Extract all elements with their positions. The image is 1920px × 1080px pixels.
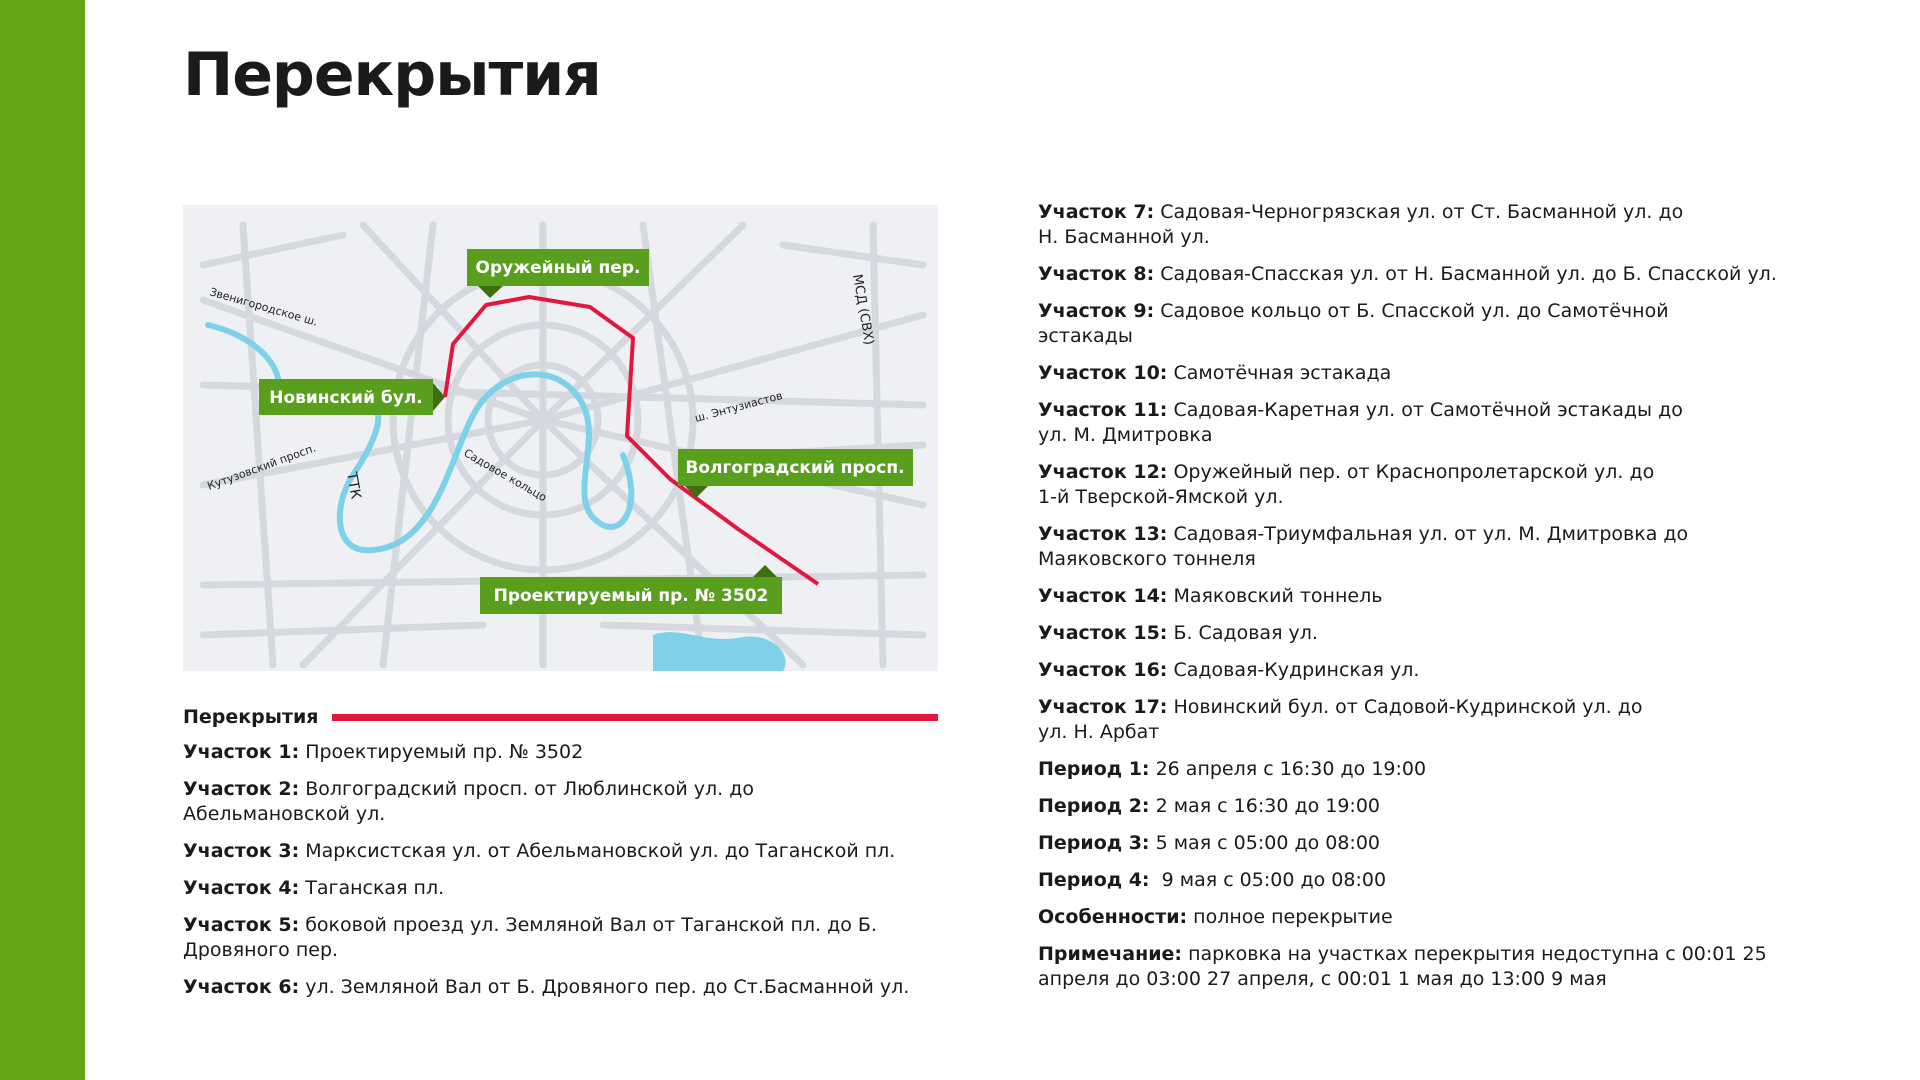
list-item <box>1038 658 1838 683</box>
item-value: 26 апреля с 16:30 до 19:00 <box>1149 758 1427 780</box>
list-item <box>183 839 963 864</box>
street-label-entuziastov: ш. Энтузиастов <box>693 388 784 425</box>
item-value: Волгоградский просп. от Люблинской ул. до Абельмановской ул. <box>183 778 754 825</box>
item-key: Участок 17: <box>1038 696 1168 718</box>
map-svg <box>183 205 938 671</box>
street-label-sadovoe: Садовое кольцо <box>461 446 549 505</box>
list-item <box>1038 621 1838 646</box>
features-item <box>1038 905 1838 930</box>
item-value: Б. Садовая ул. <box>1167 622 1318 644</box>
svg-text:Проектируемый пр. № 3502: Проектируемый пр. № 3502 <box>493 586 769 606</box>
list-item <box>1038 299 1738 349</box>
svg-text:Новинский бул.: Новинский бул. <box>269 388 423 408</box>
closures-map <box>183 205 938 671</box>
map-legend <box>183 703 938 731</box>
item-key: Участок 8: <box>1038 263 1155 285</box>
item-value: ул. Земляной Вал от Б. Дровяного пер. до Ст.Басманной ул. <box>299 976 910 998</box>
item-key: Участок 11: <box>1038 399 1168 421</box>
list-item <box>1038 361 1838 386</box>
list-item <box>183 777 783 827</box>
brand-sidebar-bar <box>0 0 85 1080</box>
item-value: Садовая-Черногрязская ул. от Ст. Басманной ул. до Н. Басманной ул. <box>1038 201 1684 248</box>
item-key: Участок 1: <box>183 741 300 763</box>
map-label-novinsky <box>259 379 445 415</box>
item-key: Период 3: <box>1038 832 1150 854</box>
period-item <box>1038 868 1838 893</box>
item-key: Участок 14: <box>1038 585 1168 607</box>
list-item <box>1038 200 1688 250</box>
legend-red-line <box>332 714 938 721</box>
item-value: боковой проезд ул. Земляной Вал от Таганской пл. до Б. Дровяного пер. <box>183 914 877 961</box>
list-item <box>1038 695 1658 745</box>
list-item <box>183 975 963 1000</box>
list-item <box>1038 460 1678 510</box>
note-value: парковка на участках перекрытия недоступна с 00:01 25 апреля до 03:00 27 апреля, с 00:01 1 мая до 13:00 9 мая <box>1038 943 1767 990</box>
item-value: Садовая-Каретная ул. от Самотёчной эстакады до ул. М. Дмитровка <box>1038 399 1683 446</box>
item-key: Участок 16: <box>1038 659 1168 681</box>
item-key: Участок 12: <box>1038 461 1168 483</box>
list-item <box>183 876 963 901</box>
svg-text:Волгоградский просп.: Волгоградский просп. <box>685 458 905 478</box>
street-label-msd: МСД (СВХ) <box>849 273 877 347</box>
item-key: Участок 6: <box>183 976 300 998</box>
item-key: Участок 10: <box>1038 362 1168 384</box>
list-item <box>183 913 883 963</box>
item-key: Особенности: <box>1038 906 1188 928</box>
item-key: Участок 13: <box>1038 523 1168 545</box>
item-value: Садовая-Кудринская ул. <box>1167 659 1420 681</box>
street-label-kutuzovsky: Кутузовский просп. <box>205 441 318 493</box>
note-key: Примечание: <box>1038 943 1183 965</box>
street-label-ttk: ТТК <box>343 470 364 501</box>
legend-label: Перекрытия <box>183 706 319 728</box>
item-value: 9 мая с 05:00 до 08:00 <box>1149 869 1387 891</box>
item-value: Новинский бул. от Садовой-Кудринской ул. до ул. Н. Арбат <box>1038 696 1643 743</box>
svg-text:Оружейный пер.: Оружейный пер. <box>475 258 641 278</box>
item-key: Участок 4: <box>183 877 300 899</box>
list-item <box>1038 398 1688 448</box>
sections-list-left <box>183 740 963 1012</box>
item-key: Период 4: <box>1038 869 1150 891</box>
page-title: Перекрытия <box>183 40 601 110</box>
period-item <box>1038 757 1838 782</box>
item-value: Садовая-Триумфальная ул. от ул. М. Дмитровка до Маяковского тоннеля <box>1038 523 1689 570</box>
sections-list-right <box>1038 200 1838 1004</box>
item-value: Садовое кольцо от Б. Спасской ул. до Самотёчной эстакады <box>1038 300 1669 347</box>
item-key: Участок 2: <box>183 778 300 800</box>
list-item <box>1038 522 1698 572</box>
street-label-zvenigorodskoe: Звенигородское ш. <box>208 285 320 329</box>
item-value: Садовая-Спасская ул. от Н. Басманной ул. до Б. Спасской ул. <box>1154 263 1777 285</box>
item-value: Таганская пл. <box>299 877 445 899</box>
period-item <box>1038 831 1838 856</box>
note-item <box>1038 942 1798 992</box>
item-value: Маяковский тоннель <box>1167 585 1383 607</box>
item-key: Период 1: <box>1038 758 1150 780</box>
period-item <box>1038 794 1838 819</box>
item-value: 5 мая с 05:00 до 08:00 <box>1149 832 1380 854</box>
item-key: Участок 9: <box>1038 300 1155 322</box>
item-value: Оружейный пер. от Краснопролетарской ул. до 1-й Тверской-Ямской ул. <box>1038 461 1655 508</box>
item-key: Участок 5: <box>183 914 300 936</box>
item-key: Период 2: <box>1038 795 1150 817</box>
item-key: Участок 7: <box>1038 201 1155 223</box>
item-value: Самотёчная эстакада <box>1167 362 1392 384</box>
list-item <box>1038 584 1838 609</box>
item-key: Участок 3: <box>183 840 300 862</box>
item-key: Участок 15: <box>1038 622 1168 644</box>
item-value: Проектируемый пр. № 3502 <box>299 741 584 763</box>
item-value: полное перекрытие <box>1187 906 1393 928</box>
item-value: 2 мая с 16:30 до 19:00 <box>1149 795 1380 817</box>
map-lake <box>653 632 786 671</box>
list-item <box>1038 262 1838 287</box>
list-item <box>183 740 963 765</box>
item-value: Марксистская ул. от Абельмановской ул. до Таганской пл. <box>299 840 896 862</box>
